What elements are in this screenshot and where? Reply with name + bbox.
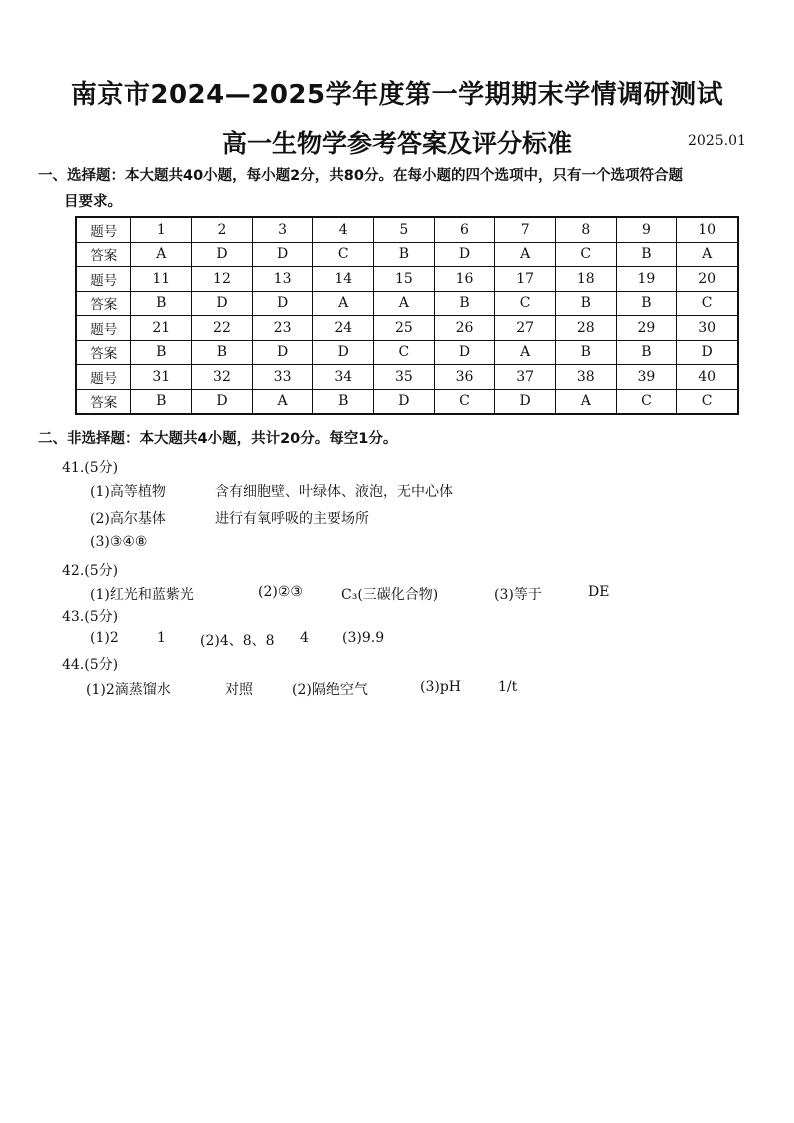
q43-heading: 43.(5分) [62, 609, 119, 625]
section1-desc-cont: 目要求。 [64, 194, 122, 210]
q41-answer-2b: 进行有氧呼吸的主要场所 [215, 511, 369, 527]
section1-label: 一、选择题： [38, 168, 125, 184]
question-number-cell: 34 [313, 365, 374, 390]
date-label: 2025.01 [688, 133, 746, 149]
question-number-cell: 29 [616, 316, 677, 341]
question-number-cell: 26 [434, 316, 495, 341]
row-label-answer: 答案 [76, 242, 131, 267]
answer-cell: A [555, 389, 616, 414]
q42-answer-2: (2)②③ [258, 584, 303, 600]
question-number-cell: 22 [192, 316, 253, 341]
question-number-cell: 36 [434, 365, 495, 390]
answer-cell: D [374, 389, 435, 414]
question-number-cell: 40 [677, 365, 738, 390]
question-number-cell: 23 [252, 316, 313, 341]
q42-answer-4: (3)等于 [494, 587, 542, 603]
answer-cell: A [677, 242, 738, 267]
question-number-cell: 37 [495, 365, 556, 390]
row-label-answer: 答案 [76, 291, 131, 316]
question-number-cell: 16 [434, 267, 495, 292]
answer-cell: B [192, 340, 253, 365]
answer-cell: B [374, 242, 435, 267]
q43-answer-5: (3)9.9 [342, 630, 385, 646]
answer-cell: A [374, 291, 435, 316]
section1-desc: 本大题共40小题，每小题2分，共80分。在每小题的四个选项中，只有一个选项符合题 [125, 168, 683, 184]
answer-cell: B [434, 291, 495, 316]
q43-answer-2: 1 [157, 630, 166, 646]
answer-cell: A [252, 389, 313, 414]
question-number-cell: 18 [555, 267, 616, 292]
q43-answer-1: (1)2 [90, 630, 119, 646]
question-number-cell: 7 [495, 217, 556, 242]
table-row-answers [76, 389, 738, 414]
q44-answer-2: 对照 [225, 682, 253, 698]
row-label-answer: 答案 [76, 389, 131, 414]
answer-cell: B [313, 389, 374, 414]
table-row-question-numbers [76, 267, 738, 292]
question-number-cell: 12 [192, 267, 253, 292]
answer-cell: B [131, 389, 192, 414]
question-number-cell: 35 [374, 365, 435, 390]
answer-cell: B [616, 340, 677, 365]
answer-cell: D [192, 291, 253, 316]
question-number-cell: 10 [677, 217, 738, 242]
question-number-cell: 24 [313, 316, 374, 341]
answer-cell: D [252, 242, 313, 267]
answer-cell: D [495, 389, 556, 414]
question-number-cell: 15 [374, 267, 435, 292]
question-number-cell: 8 [555, 217, 616, 242]
q44-answer-4: (3)pH [420, 679, 462, 695]
answer-cell: B [131, 291, 192, 316]
question-number-cell: 31 [131, 365, 192, 390]
question-number-cell: 28 [555, 316, 616, 341]
answer-table [75, 216, 739, 415]
question-number-cell: 5 [374, 217, 435, 242]
question-number-cell: 1 [131, 217, 192, 242]
section2-instructions [38, 427, 397, 448]
table-row-question-numbers [76, 217, 738, 242]
answer-cell: D [252, 340, 313, 365]
answer-cell: D [192, 389, 253, 414]
q41-heading: 41.(5分) [62, 460, 119, 476]
table-row-question-numbers [76, 316, 738, 341]
question-number-cell: 27 [495, 316, 556, 341]
q44-answer-3: (2)隔绝空气 [292, 682, 368, 698]
answer-cell: D [677, 340, 738, 365]
q41-answer-1b: 含有细胞壁、叶绿体、液泡，无中心体 [215, 484, 453, 500]
q42-answer-3: C₃(三碳化合物) [341, 587, 439, 603]
answer-cell: B [616, 242, 677, 267]
section1-instructions [38, 163, 758, 215]
question-number-cell: 3 [252, 217, 313, 242]
q42-heading: 42.(5分) [62, 563, 119, 579]
answer-cell: D [192, 242, 253, 267]
q44-answer-5: 1/t [498, 679, 518, 695]
table-row-answers [76, 291, 738, 316]
question-number-cell: 9 [616, 217, 677, 242]
answer-cell: B [555, 340, 616, 365]
question-number-cell: 21 [131, 316, 192, 341]
q41-answer-2a: (2)高尔基体 [90, 511, 166, 527]
question-number-cell: 4 [313, 217, 374, 242]
section2-desc: 本大题共4小题，共计20分。每空1分。 [139, 431, 398, 447]
q41-answer-3: (3)③④⑧ [90, 534, 148, 550]
question-number-cell: 20 [677, 267, 738, 292]
q43-answer-3: (2)4、8、8 [200, 633, 275, 649]
answer-cell: A [313, 291, 374, 316]
answer-cell: C [616, 389, 677, 414]
q41-answer-1a: (1)高等植物 [90, 484, 166, 500]
answer-cell: A [495, 340, 556, 365]
answer-cell: C [313, 242, 374, 267]
question-number-cell: 32 [192, 365, 253, 390]
row-label-number: 题号 [76, 316, 131, 341]
section2-label: 二、非选择题： [38, 431, 140, 447]
table-row-question-numbers [76, 365, 738, 390]
question-number-cell: 25 [374, 316, 435, 341]
answer-cell: C [677, 291, 738, 316]
answer-cell: C [677, 389, 738, 414]
answer-cell: C [495, 291, 556, 316]
question-number-cell: 13 [252, 267, 313, 292]
table-row-answers [76, 242, 738, 267]
question-number-cell: 2 [192, 217, 253, 242]
question-number-cell: 19 [616, 267, 677, 292]
q44-heading: 44.(5分) [62, 657, 119, 673]
table-row-answers [76, 340, 738, 365]
answer-cell: D [313, 340, 374, 365]
row-label-answer: 答案 [76, 340, 131, 365]
q42-answer-1: (1)红光和蓝紫光 [90, 587, 194, 603]
answer-cell: B [555, 291, 616, 316]
answer-cell: A [131, 242, 192, 267]
q44-answer-1: (1)2滴蒸馏水 [86, 682, 171, 698]
answer-cell: C [374, 340, 435, 365]
answer-cell: B [131, 340, 192, 365]
answer-cell: D [434, 242, 495, 267]
question-number-cell: 38 [555, 365, 616, 390]
question-number-cell: 17 [495, 267, 556, 292]
page-subtitle: 高一生物学参考答案及评分标准 [221, 129, 572, 158]
answer-cell: C [555, 242, 616, 267]
row-label-number: 题号 [76, 365, 131, 390]
row-label-number: 题号 [76, 217, 131, 242]
answer-cell: A [495, 242, 556, 267]
answer-cell: B [616, 291, 677, 316]
answer-cell: C [434, 389, 495, 414]
q43-answer-4: 4 [300, 630, 309, 646]
question-number-cell: 6 [434, 217, 495, 242]
answer-cell: D [434, 340, 495, 365]
question-number-cell: 14 [313, 267, 374, 292]
question-number-cell: 33 [252, 365, 313, 390]
question-number-cell: 11 [131, 267, 192, 292]
row-label-number: 题号 [76, 267, 131, 292]
question-number-cell: 30 [677, 316, 738, 341]
q42-answer-5: DE [588, 584, 610, 600]
question-number-cell: 39 [616, 365, 677, 390]
answer-cell: D [252, 291, 313, 316]
page-title: 南京市2024—2025学年度第一学期期末学情调研测试 [70, 80, 724, 110]
